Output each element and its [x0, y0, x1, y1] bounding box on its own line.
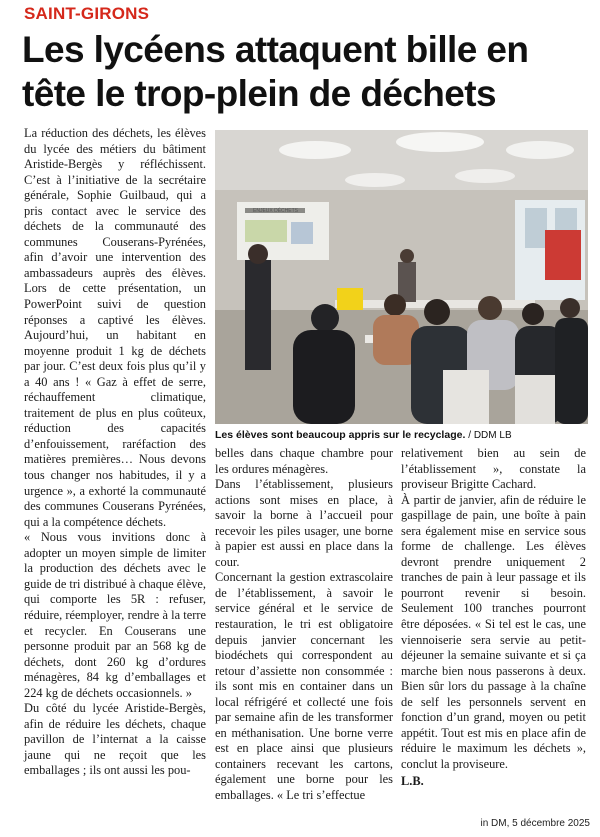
source-reference: in DM, 5 décembre 2025: [480, 818, 590, 829]
classroom-photo-icon: [215, 130, 588, 424]
paragraph: belles dans chaque chambre pour les ordures ménagères.: [215, 446, 393, 476]
photo-credit: / DDM LB: [468, 430, 512, 441]
paragraph: Du côté du lycée Aristide-Bergès, afin de réduire les déchets, chaque pavillon de l’internat a la caisse jaune qui ne reçoit que les emballages ; ils ont aussi les pou-: [24, 701, 206, 778]
article-column-2: [215, 446, 393, 804]
slide-title: ENJEUX DÉCHETS: [253, 208, 299, 214]
paragraph: À partir de janvier, afin de réduire le gaspillage de pain, une boîte à pain sera également mise en service sous forme de challenge. Les élèves devront prendre uniquement 2 tranches de pain à leur passage et ils pourront revenir si besoin. Seulement 100 tranches pourront être déposées. « Si tel est le cas, une viennoiserie sera servie au petit-déjeuner la semaine suivante et si ça marche bien nous passerons à deux. Bien sûr lors du passage à la chaîne de self les personnels servent en fonction d’un grand, moyen ou petit appétit. Tout est mis en place afin de réduire le maximum les déchets », conclut la proviseure.: [401, 492, 586, 771]
article-column-3: [401, 446, 586, 790]
caption-text: Les élèves sont beaucoup appris sur le recyclage.: [215, 429, 466, 441]
section-kicker: SAINT-GIRONS: [24, 4, 150, 23]
paragraph: Dans l’établissement, plusieurs actions sont mises en place, à savoir la borne à l’accueil pour recevoir les piles usager, une borne à papier est aussi en place dans la cour.: [215, 477, 393, 569]
paragraph: La réduction des déchets, les élèves du lycée des métiers du bâtiment Aristide-Bergès y réfléchissent. C’est à l’initiative de la secrétaire générale, Sophie Guilbaud, qui a pris contact avec le service des déchets de la communauté des communes Couserans-Pyrénées, afin d’avoir une intervention des ambassadeurs auprès des élèves. Lors de cette présentation, un PowerPoint suivi de question réponses a captivé les élèves. Aujourd’hui, un habitant en moyenne produit 1 kg de déchets par jour. C’est deux fois plus qu’il y a 40 ans ! « Gaz à effet de serre, réchauffement climatique, traitement de plus en plus coûteux, réduction des capacités d’enfouissement, raréfaction des matières premières… Nous devons tous changer nos habitudes, il y a urgence », a exhorté la communauté des communes Couserans Pyrénées, qui a la compétence déchets.: [24, 126, 206, 529]
headline: Les lycéens attaquent bille en tête le trop-plein de déchets: [22, 29, 529, 114]
paragraph: Concernant la gestion extrascolaire de l’établissement, à savoir le service général et le service de restauration, le tri est obligatoire depuis janvier concernant les biodéchets qui correspondent au retour d’assiette non consommée : ils sont mis en container dans un local réfrigéré et collecté une fois par semaine afin de les transformer en méthanisation. Une borne verre est en place ainsi que plusieurs containers recevant les cartons, également une borne pour les emballages. « Le tri s’effectue: [215, 570, 393, 803]
article-photo: [215, 130, 588, 424]
paragraph: « Nous vous invitions donc à adopter un moyen simple de limiter la production des déchets avec le guide de tri distribué à chaque élève, qui comporte les 5R : refuser, réduire, réemployer, rendre à la terre et recycler. En Couserans une personne produit par an 568 kg de déchets, dont 260 kg d’ordures ménagères, 84 kg d’emballages et 224 kg de déchets occasionnels. »: [24, 530, 206, 700]
paragraph: relativement bien au sein de l’établissement », constate la proviseur Brigitte Cachard.: [401, 446, 586, 492]
author-signature: L.B.: [401, 774, 424, 789]
photo-caption: [215, 429, 588, 442]
article-column-1: [24, 126, 206, 779]
